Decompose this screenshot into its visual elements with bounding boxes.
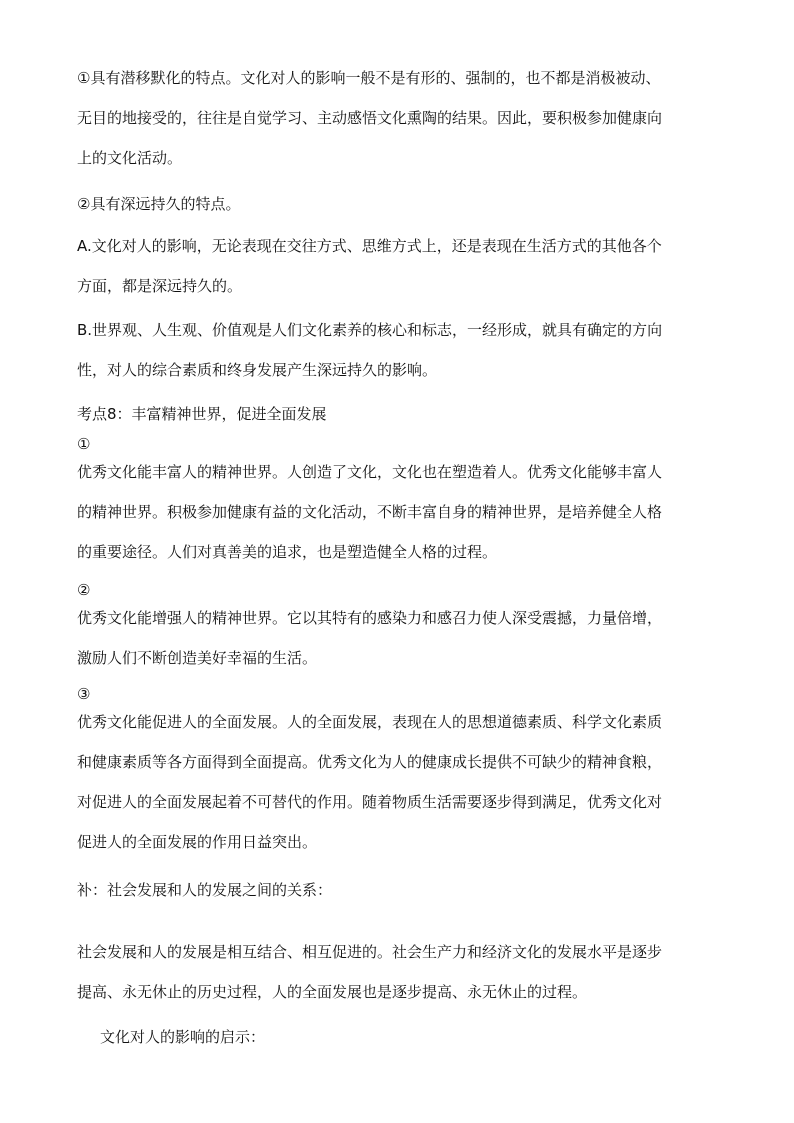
paragraph-all-round-development [77,712,717,852]
text-line: 无目的地接受的，往往是自觉学习、主动感悟文化熏陶的结果。因此，要积极参加健康向 [77,109,663,127]
text-line: 促进人的全面发展的作用日益突出。 [77,833,318,851]
text-line: ② [77,581,91,599]
text-line: 对促进人的全面发展起着不可替代的作用。随着物质生活需要逐步得到满足，优秀文化对 [77,793,663,811]
paragraph-strengthen-spirit [77,608,717,668]
text-line: 激励人们不断创造美好幸福的生活。 [77,649,318,667]
section-heading-exam-point-8 [77,404,717,424]
text-line: 社会发展和人的发展是相互结合、相互促进的。社会生产力和经济文化的发展水平是逐步 [77,943,663,961]
list-marker-3 [77,684,717,704]
inspiration-heading [100,1027,740,1047]
supplement-heading [77,880,717,900]
text-line: 和健康素质等各方面得到全面提高。优秀文化为人的健康成长提供不可缺少的精神食粮， [77,753,663,771]
paragraph-enrich-spirit [77,462,717,562]
text-line: 方面，都是深远持久的。 [77,277,243,295]
text-line: 文化对人的影响的启示： [100,1028,266,1046]
text-line: 提高、永无休止的历史过程，人的全面发展也是逐步提高、永无休止的过程。 [77,983,588,1001]
paragraph-social-and-human-development [77,942,717,1002]
text-line: 性，对人的综合素质和终身发展产生深远持久的影响。 [77,361,438,379]
text-line: 的精神世界。积极参加健康有益的文化活动，不断丰富自身的精神世界，是培养健全人格 [77,503,663,521]
text-line: ①具有潜移默化的特点。文化对人的影响一般不是有形的、强制的，也不都是消极被动、 [77,69,661,87]
paragraph-point-a [77,236,717,296]
text-line: ②具有深远持久的特点。 [77,195,241,213]
text-line: 优秀文化能促进人的全面发展。人的全面发展，表现在人的思想道德素质、科学文化素质 [77,713,663,731]
text-line: ① [77,435,91,453]
paragraph-lasting-heading [77,194,717,214]
paragraph-subtle-influence [77,68,717,168]
paragraph-point-b [77,320,717,380]
text-line: 的重要途径。人们对真善美的追求，也是塑造健全人格的过程。 [77,543,498,561]
text-line: A.文化对人的影响，无论表现在交往方式、思维方式上，还是表现在生活方式的其他各个 [77,237,662,255]
text-line: B.世界观、人生观、价值观是人们文化素养的核心和标志，一经形成，就具有确定的方向 [77,321,663,339]
text-line: 考点8：丰富精神世界，促进全面发展 [77,405,327,423]
text-line: 优秀文化能增强人的精神世界。它以其特有的感染力和感召力使人深受震撼，力量倍增， [77,609,663,627]
text-line: 补：社会发展和人的发展之间的关系： [77,881,333,899]
list-marker-2 [77,580,717,600]
text-line: ③ [77,685,91,703]
text-line: 上的文化活动。 [77,149,183,167]
text-line: 优秀文化能丰富人的精神世界。人创造了文化，文化也在塑造着人。优秀文化能够丰富人 [77,463,663,481]
list-marker-1 [77,434,717,454]
